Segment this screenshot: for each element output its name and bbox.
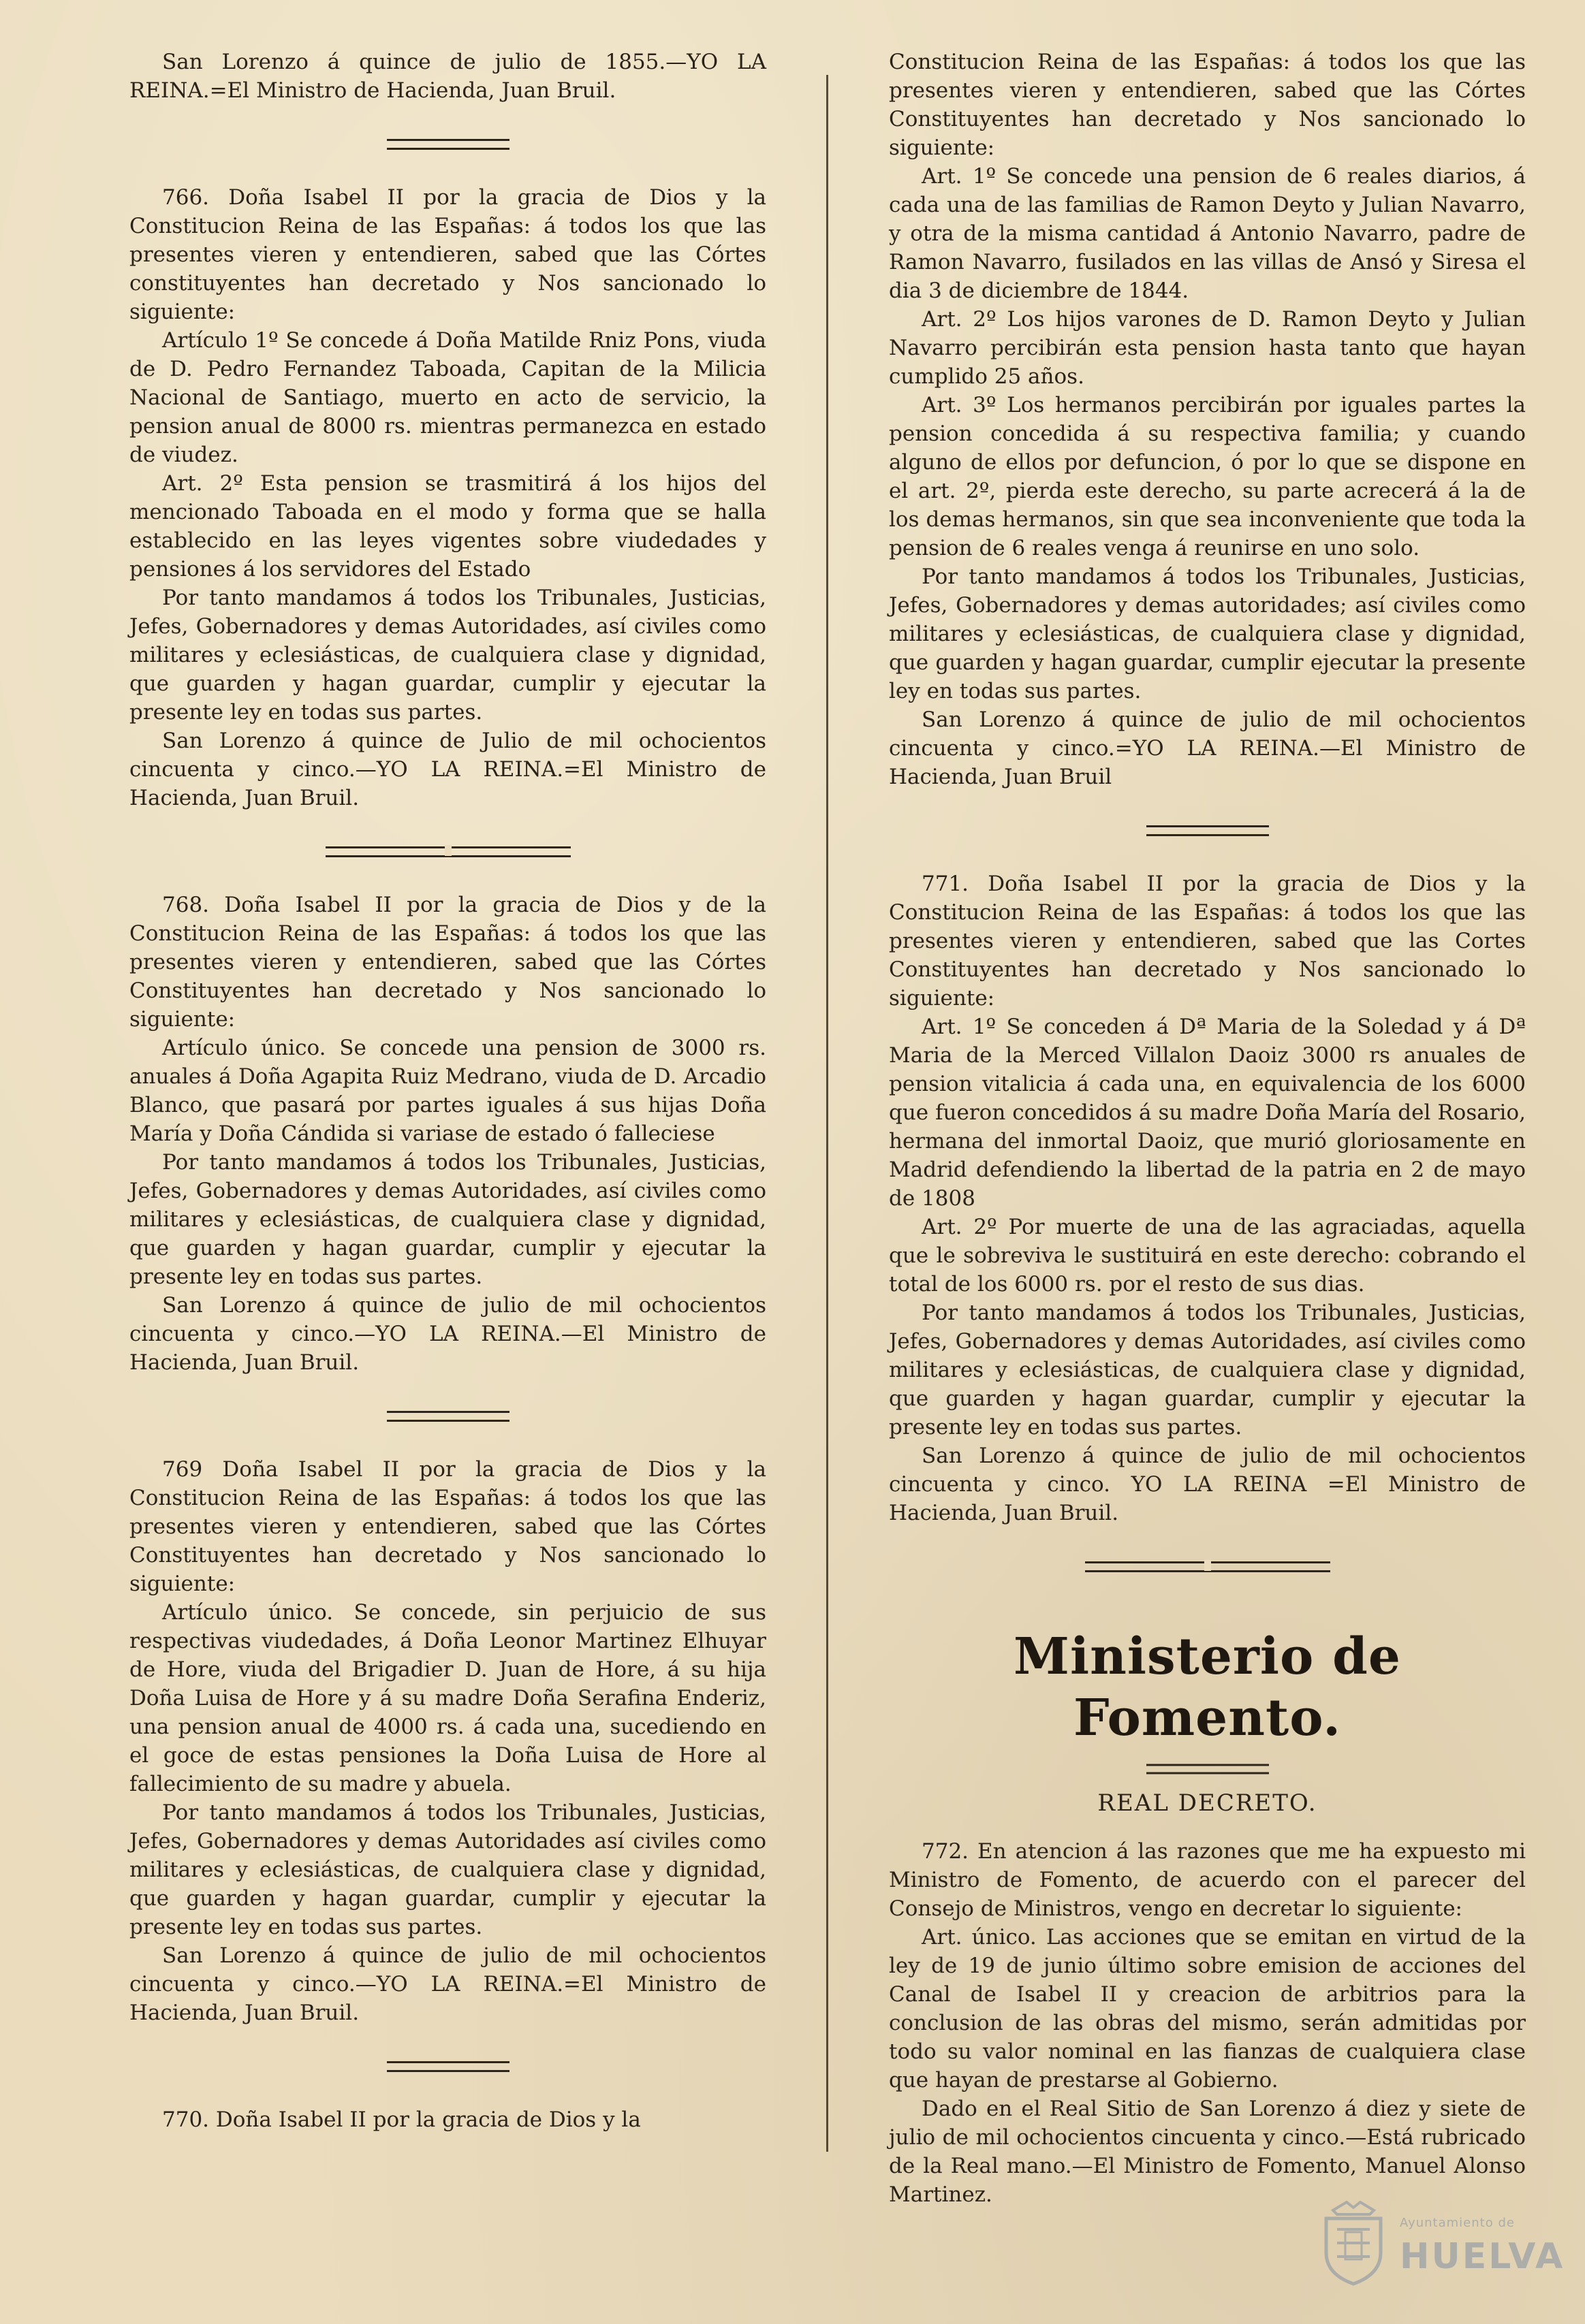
left-column (129, 48, 766, 2134)
law-769-intro: 769 Doña Isabel II por la gracia de Dios y la Constitucion Reina de las Españas: á todos los que las presentes vieren y entendieren, sabed que las Córtes Constituyentes han decretado y Nos sancionado lo siguiente: (129, 1457, 766, 1596)
law-768-closing: San Lorenzo á quince de julio de mil ochocientos cincuenta y cinco.—YO LA REINA.—El Ministro de Hacienda, Juan Bruil. (129, 1293, 766, 1375)
law-770-article-1: Art. 1º Se concede una pension de 6 reales diarios, á cada una de las familias de Ramon Deyto y Julian Navarro, y otra de la misma cantidad á Antonio Navarro, padre de Ramon Navarro, fusilados en las villas de Ansó y Siresa el dia 3 de diciembre de 1844. (889, 164, 1526, 303)
law-771-intro: 771. Doña Isabel II por la gracia de Dios y la Constitucion Reina de las Españas: á todos los que las presentes vieren y entendieren, sabed que las Cortes Constituyentes han decretado y Nos sancionado lo siguiente: (889, 872, 1526, 1010)
law-770-continued (889, 48, 1526, 791)
watermark-line-1: Ayuntamiento de (1400, 2216, 1515, 2230)
law-769-closing: San Lorenzo á quince de julio de mil ochocientos cincuenta y cinco.—YO LA REINA.=El Ministro de Hacienda, Juan Bruil. (129, 1943, 766, 2025)
law-766-mandate: Por tanto mandamos á todos los Tribunales, Justicias, Jefes, Gobernadores y demas Autoridades, así civiles como militares y eclesiásticas, de cualquiera clase y dignidad, que guarden y hagan guardar, cumplir y ejecutar la presente ley en todas sus partes. (129, 586, 766, 725)
law-768-intro: 768. Doña Isabel II por la gracia de Dios y de la Constitucion Reina de las Españas: á todos los que las presentes vieren y entendieren, sabed que las Córtes Constituyentes han decretado y Nos sancionado lo siguiente: (129, 893, 766, 1032)
separator (889, 791, 1526, 870)
law-766-article-1: Artículo 1º Se concede á Doña Matilde Rniz Pons, viuda de D. Pedro Fernandez Taboada, Capitan de la Milicia Nacional de Santiago, muerto en acto de servicio, la pension anual de 8000 rs. mientras permanezca en estado de viudez. (129, 328, 766, 467)
law-768 (129, 891, 766, 1377)
separator (889, 1527, 1526, 1606)
separator (129, 1377, 766, 1455)
decree-title: REAL DECRETO. (1097, 1789, 1317, 1817)
separator (129, 2027, 766, 2105)
decree-772-article: Art. único. Las acciones que se emitan en virtud de la ley de 19 de junio último sobre emision de acciones del Canal de Isabel II y creacion de arbitrios para la conclusion de las obras del mismo, serán admitidas por todo su valor nominal en las fianzas de cualquiera clase que hayan de prestarse al Gobierno. (889, 1925, 1526, 2092)
right-column (889, 48, 1526, 2209)
law-770-intro: Constitucion Reina de las Españas: á todos los que las presentes vieren y entendieren, sabed que las Córtes Constituyentes han decretado y Nos sancionado lo siguiente: (889, 50, 1526, 160)
law-766 (129, 183, 766, 812)
law-770-article-3: Art. 3º Los hermanos percibirán por iguales partes la pension concedida á su respectiva familia; y cuando alguno de ellos por defuncion, ó por lo que se dispone en el art. 2º, pierda este derecho, su parte acrecerá á la de los demas hermanos, sin que sea inconveniente que toda la pension de 6 reales venga á reunirse en uno solo. (889, 393, 1526, 560)
law-771-article-1: Art. 1º Se conceden á Dª Maria de la Soledad y á Dª Maria de la Merced Villalon Daoiz 3000 rs anuales de pension vitalicia á cada una, en equivalencia de los 6000 que fueron concedidos á su madre Doña María del Rosario, hermana del inmortal Daoiz, que murió gloriosamente en Madrid defendiendo la libertad de la patria en 2 de mayo de 1808 (889, 1015, 1526, 1211)
coat-of-arms-icon (1313, 2198, 1394, 2287)
law-770-article-2: Art. 2º Los hijos varones de D. Ramon Deyto y Julian Navarro percibirán esta pension hasta tanto que hayan cumplido 25 años. (889, 307, 1526, 389)
law-766-article-2: Art. 2º Esta pension se trasmitirá á los hijos del mencionado Taboada en el modo y forma que se halla establecido en las leyes vigentes sobre viudedades y pensiones á los servidores del Estado (129, 471, 766, 582)
ministry-heading: Ministerio de Fomento. (1014, 1627, 1401, 1747)
separator (129, 105, 766, 183)
law-769 (129, 1455, 766, 2027)
law-770-closing: San Lorenzo á quince de julio de mil ochocientos cincuenta y cinco.=YO LA REINA.—El Ministro de Hacienda, Juan Bruil (889, 707, 1526, 789)
law-766-intro: 766. Doña Isabel II por la gracia de Dios y la Constitucion Reina de las Españas: á todos los que las presentes vieren y entendieren, sabed que las Córtes constituyentes han decretado y Nos sancionado lo siguiente: (129, 185, 766, 324)
law-769-article: Artículo único. Se concede, sin perjuicio de sus respectivas viudedades, á Doña Leonor Martinez Elhuyar de Hore, viuda del Brigadier D. Juan de Hore, á su hija Doña Luisa de Hore y á su madre Doña Serafina Enderiz, una pension anual de 4000 rs. á cada una, sucediendo en el goce de estas pensiones la Doña Luisa de Hore al fallecimiento de su madre y abuela. (129, 1600, 766, 1796)
law-771-article-2: Art. 2º Por muerte de una de las agraciadas, aquella que le sobreviva le sustituirá en este derecho: cobrando el total de los 6000 rs. por el resto de sus dias. (889, 1215, 1526, 1296)
decree-772 (889, 1837, 1526, 2209)
huelva-watermark (1313, 2198, 1565, 2287)
law-771 (889, 870, 1526, 1527)
separator (129, 812, 766, 891)
law-766-closing: San Lorenzo á quince de Julio de mil ochocientos cincuenta y cinco.—YO LA REINA.=El Ministro de Hacienda, Juan Bruil. (129, 729, 766, 810)
law-768-mandate: Por tanto mandamos á todos los Tribunales, Justicias, Jefes, Gobernadores y demas Autoridades, así civiles como militares y eclesiásticas, de cualquiera clase y dignidad, que guarden y hagan guardar, cumplir y ejecutar la presente ley en todas sus partes. (129, 1150, 766, 1289)
decree-772-intro: 772. En atencion á las razones que me ha expuesto mi Ministro de Fomento, de acuerdo con el parecer del Consejo de Ministros, vengo en decretar lo siguiente: (889, 1839, 1526, 1921)
law-768-article: Artículo único. Se concede una pension de 3000 rs. anuales á Doña Agapita Ruiz Medrano, viuda de D. Arcadio Blanco, que pasará por partes iguales á sus hijas Doña María y Doña Cándida si variase de estado ó falleciese (129, 1036, 766, 1146)
law-770-mandate: Por tanto mandamos á todos los Tribunales, Justicias, Jefes, Gobernadores y demas autoridades; así civiles como militares y eclesiásticas, de cualquiera clase y dignidad, que guarden y hagan guardar, cumplir ejecutar la presente ley en todas sus partes. (889, 564, 1526, 703)
law-769-mandate: Por tanto mandamos á todos los Tribunales, Justicias, Jefes, Gobernadores y demas Autoridades así civiles como militares y eclesiásticas, de cualquiera clase y dignidad, que guarden y hagan guardar, cumplir y ejecutar la presente ley en todas sus partes. (129, 1800, 766, 1939)
watermark-line-2: HUELVA (1400, 2236, 1565, 2277)
law-770-start: 770. Doña Isabel II por la gracia de Dios y la (162, 2107, 641, 2132)
separator (889, 1755, 1526, 1783)
column-divider (826, 75, 828, 2152)
law-771-closing: San Lorenzo á quince de julio de mil ochocientos cincuenta y cinco. YO LA REINA =El Ministro de Hacienda, Juan Bruil. (889, 1444, 1526, 1525)
decree-772-closing: Dado en el Real Sitio de San Lorenzo á diez y siete de julio de mil ochocientos cincuenta y cinco.—Está rubricado de la Real mano.—El Ministro de Fomento, Manuel Alonso Martinez. (889, 2097, 1526, 2207)
top-closing: San Lorenzo á quince de julio de 1855.—YO LA REINA.=El Ministro de Hacienda, Juan Bruil. (129, 50, 766, 103)
law-771-mandate: Por tanto mandamos á todos los Tribunales, Justicias, Jefes, Gobernadores y demas Autoridades, así civiles como militares y eclesiásticas, de cualquiera clase y dignidad, que guarden y hagan guardar, cumplir y ejecutar la presente ley en todas sus partes. (889, 1301, 1526, 1439)
